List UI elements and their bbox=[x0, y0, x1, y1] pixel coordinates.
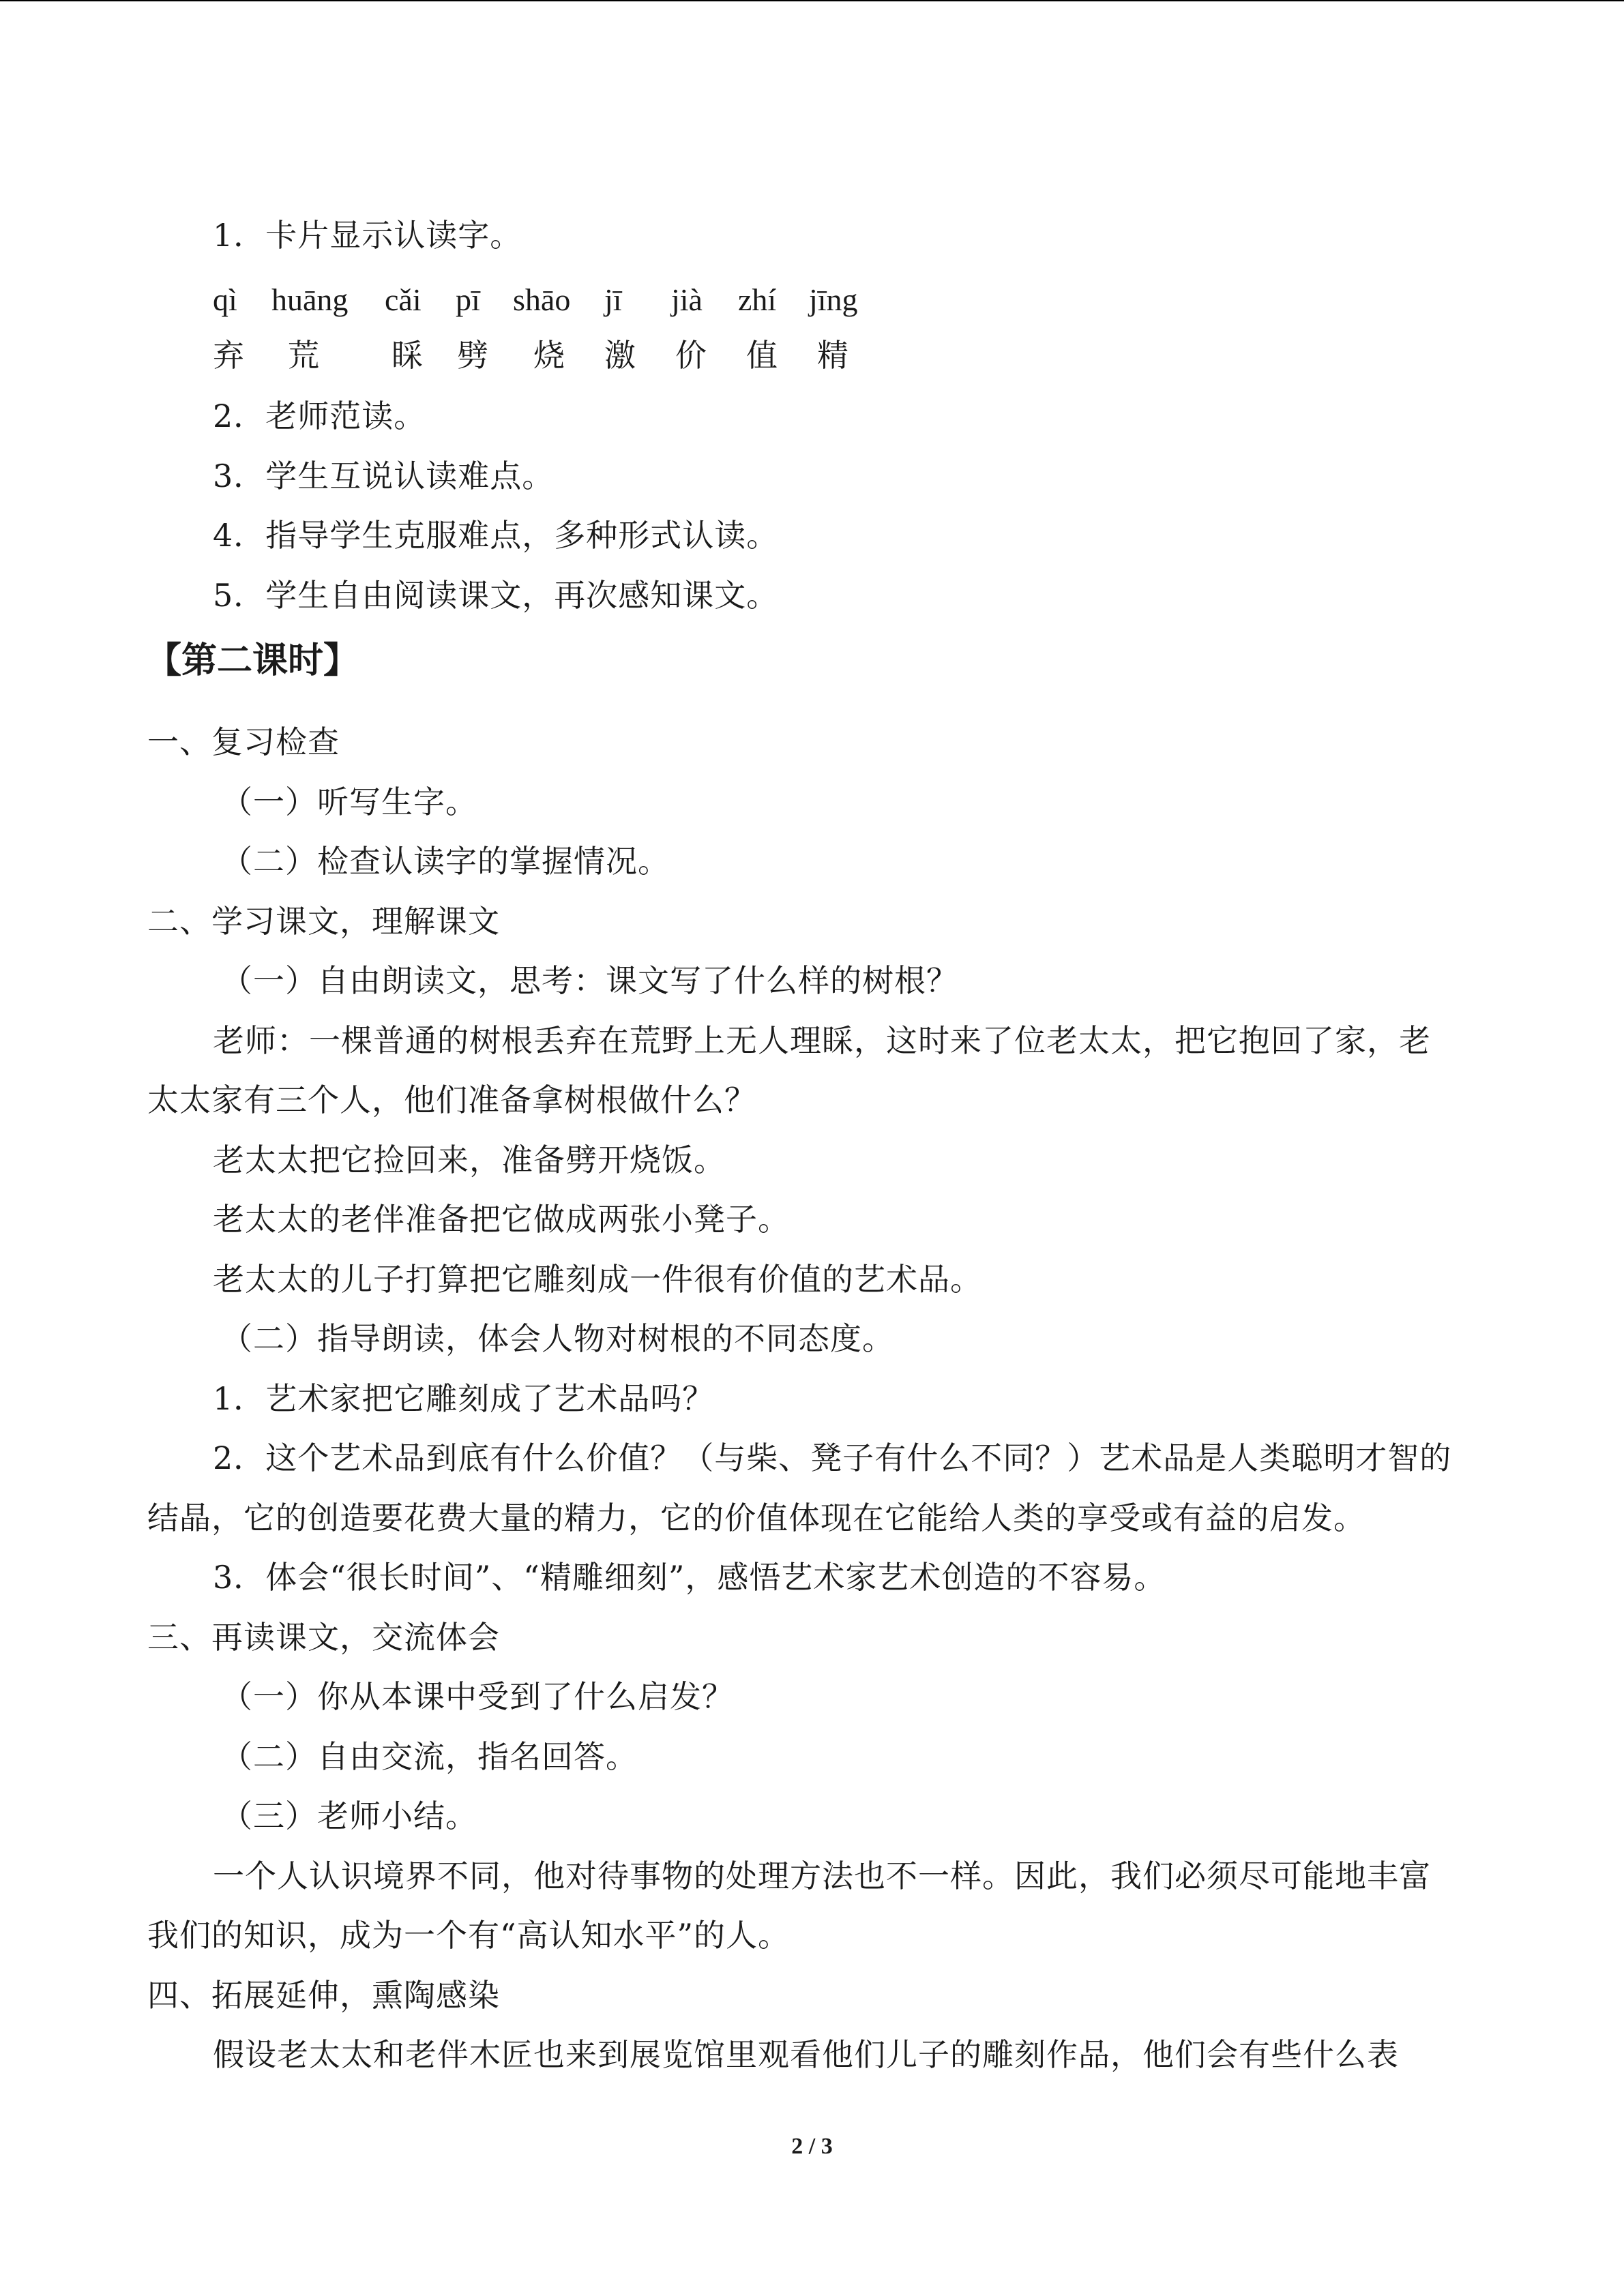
part3-summary-line1: 一个人认识境界不同，他对待事物的处理方法也不一样。因此，我们必须尽可能地丰富 bbox=[213, 1858, 1431, 1894]
pinyin-0: qì bbox=[213, 282, 237, 317]
step-4: 4．指导学生克服难点，多种形式认读。 bbox=[213, 517, 779, 554]
character-row bbox=[213, 336, 963, 376]
page-number: 2 / 3 bbox=[791, 2134, 833, 2159]
pinyin-5: jī bbox=[604, 282, 622, 317]
part1-heading: 一、复习检查 bbox=[147, 724, 340, 760]
pinyin-1: huāng bbox=[271, 282, 349, 317]
char-2: 睬 bbox=[392, 338, 423, 373]
pinyin-3: pī bbox=[456, 282, 480, 317]
char-1: 荒 bbox=[288, 338, 319, 373]
step-2: 2．老师范读。 bbox=[213, 398, 426, 434]
part2-question-2: （二）指导朗读，体会人物对树根的不同态度。 bbox=[221, 1320, 894, 1357]
part2-item-3: 3．体会“很长时间”、“精雕细刻”，感悟艺术家艺术创造的不容易。 bbox=[213, 1559, 1166, 1596]
part2-para-2: 老太太把它捡回来，准备劈开烧饭。 bbox=[213, 1142, 726, 1178]
part3-item-a: （一）你从本课中受到了什么启发？ bbox=[221, 1678, 734, 1715]
part1-item-b: （二）检查认读字的掌握情况。 bbox=[221, 843, 670, 880]
char-6: 价 bbox=[675, 338, 707, 373]
part2-para-4: 老太太的儿子打算把它雕刻成一件很有价值的艺术品。 bbox=[213, 1261, 982, 1298]
part2-item-1: 1．艺术家把它雕刻成了艺术品吗？ bbox=[213, 1380, 715, 1417]
step-5: 5．学生自由阅读课文，再次感知课文。 bbox=[213, 577, 779, 614]
part3-item-b: （二）自由交流，指名回答。 bbox=[221, 1738, 638, 1775]
part3-heading: 三、再读课文，交流体会 bbox=[147, 1619, 500, 1656]
part2-para-1-line2: 太太家有三个人，他们准备拿树根做什么？ bbox=[147, 1082, 756, 1118]
step-3: 3．学生互说认读难点。 bbox=[213, 458, 555, 494]
pinyin-2: cǎi bbox=[385, 282, 422, 317]
part4-heading: 四、拓展延伸，熏陶感染 bbox=[147, 1977, 500, 2014]
part2-para-1-line1: 老师：一棵普通的树根丢弃在荒野上无人理睬，这时来了位老太太，把它抱回了家，老 bbox=[213, 1022, 1431, 1059]
part2-heading: 二、学习课文，理解课文 bbox=[147, 903, 500, 940]
part1-item-a: （一）听写生字。 bbox=[221, 784, 477, 820]
char-0: 弃 bbox=[213, 338, 244, 373]
part2-item-2-line2: 结晶，它的创造要花费大量的精力，它的价值体现在它能给人类的享受或有益的启发。 bbox=[147, 1500, 1365, 1536]
char-4: 烧 bbox=[533, 338, 565, 373]
part2-para-3: 老太太的老伴准备把它做成两张小凳子。 bbox=[213, 1201, 790, 1238]
step-1: 1．卡片显示认读字。 bbox=[213, 217, 522, 254]
char-7: 值 bbox=[746, 338, 778, 373]
pinyin-row bbox=[213, 280, 963, 320]
part4-para-1: 假设老太太和老伴木匠也来到展览馆里观看他们儿子的雕刻作品，他们会有些什么表 bbox=[213, 2036, 1399, 2073]
char-8: 精 bbox=[817, 338, 848, 373]
pinyin-7: zhí bbox=[738, 282, 777, 317]
pinyin-8: jīng bbox=[809, 282, 858, 317]
part3-item-c: （三）老师小结。 bbox=[221, 1798, 477, 1834]
pinyin-4: shāo bbox=[513, 282, 571, 317]
part2-question-1: （一）自由朗读文，思考：课文写了什么样的树根？ bbox=[221, 962, 958, 999]
pinyin-6: jià bbox=[671, 282, 703, 317]
section-title: 【第二课时】 bbox=[146, 640, 359, 681]
part3-summary-line2: 我们的知识，成为一个有“高认知水平”的人。 bbox=[147, 1917, 791, 1954]
char-5: 激 bbox=[604, 338, 636, 373]
part2-item-2-line1: 2．这个艺术品到底有什么价值？（与柴、凳子有什么不同？）艺术品是人类聪明才智的 bbox=[213, 1440, 1452, 1476]
char-3: 劈 bbox=[457, 338, 488, 373]
